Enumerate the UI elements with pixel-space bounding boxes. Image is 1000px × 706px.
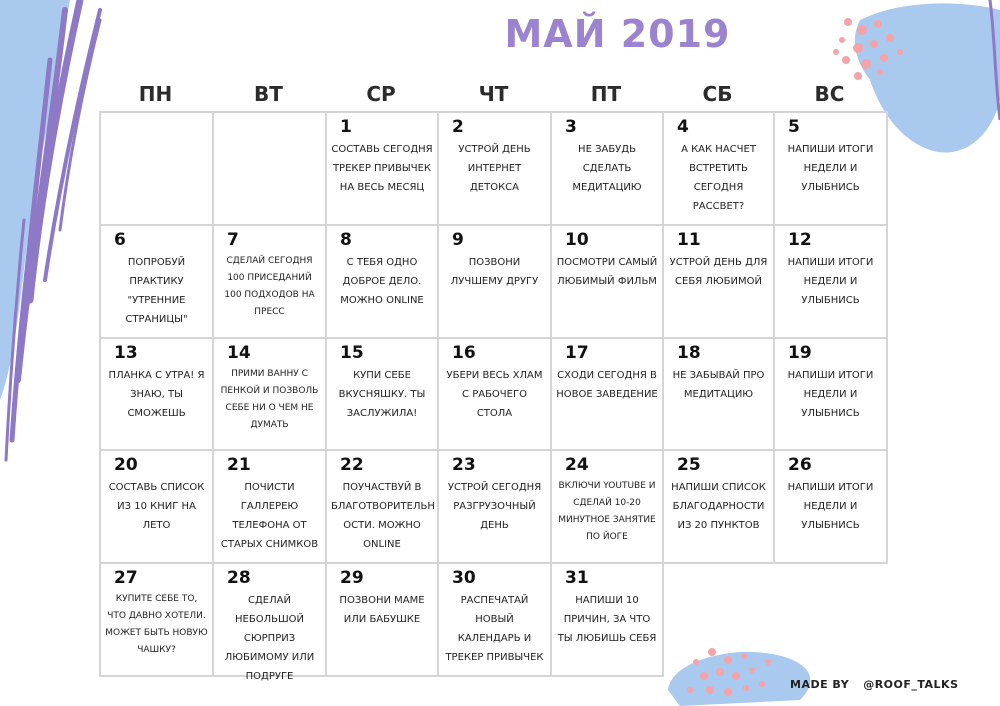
day-number: 18 bbox=[677, 343, 701, 363]
day-task-text: СОСТАВЬ СЕГОДНЯ ТРЕКЕР ПРИВЫЧЕК НА ВЕСЬ МЕСЯЦ bbox=[331, 144, 433, 193]
day-number: 22 bbox=[340, 455, 364, 475]
weekday-label: ЧТ bbox=[478, 82, 509, 106]
credit-line bbox=[790, 678, 959, 691]
day-number: 2 bbox=[452, 117, 464, 137]
day-cell bbox=[773, 224, 888, 339]
day-number: 11 bbox=[677, 230, 701, 250]
day-task-text: А КАК НАСЧЕТ ВСТРЕТИТЬ СЕГОДНЯ РАССВЕТ? bbox=[681, 144, 756, 212]
day-task-text: ПОЧИСТИ ГАЛЛЕРЕЮ ТЕЛЕФОНА ОТ СТАРЫХ СНИМКОВ bbox=[220, 482, 319, 550]
day-number: 13 bbox=[114, 343, 138, 363]
day-number: 1 bbox=[340, 117, 352, 137]
day-number: 29 bbox=[340, 568, 364, 588]
day-task-text: НАПИШИ 10 ПРИЧИН, ЗА ЧТО ТЫ ЛЮБИШЬ СЕБЯ bbox=[557, 595, 657, 644]
day-task-text: СХОДИ СЕГОДНЯ В НОВОЕ ЗАВЕДЕНИЕ bbox=[556, 370, 658, 400]
day-cell bbox=[550, 111, 664, 226]
day-task-text: СДЕЛАЙ СЕГОДНЯ 100 ПРИСЕДАНИЙ 100 ПОДХОДОВ НА ПРЕСС bbox=[224, 256, 315, 317]
day-cell bbox=[437, 337, 552, 452]
day-cell bbox=[325, 337, 439, 452]
day-task-text: РАСПЕЧАТАЙ НОВЫЙ КАЛЕНДАРЬ И ТРЕКЕР ПРИВЫЧЕК bbox=[445, 595, 544, 663]
day-number: 28 bbox=[227, 568, 251, 588]
day-number: 4 bbox=[677, 117, 689, 137]
day-cell bbox=[212, 449, 327, 564]
day-cell bbox=[773, 449, 888, 564]
day-number: 31 bbox=[565, 568, 589, 588]
day-cell bbox=[212, 337, 327, 452]
day-task-text: УСТРОЙ ДЕНЬ ДЛЯ СЕБЯ ЛЮБИМОЙ bbox=[669, 257, 768, 287]
day-number: 6 bbox=[114, 230, 126, 250]
day-task-text: НАПИШИ ИТОГИ НЕДЕЛИ И УЛЫБНИСЬ bbox=[787, 144, 874, 193]
day-number: 24 bbox=[565, 455, 589, 475]
day-cell bbox=[662, 224, 775, 339]
day-task-text: КУПИ СЕБЕ ВКУСНЯШКУ. ТЫ ЗАСЛУЖИЛА! bbox=[338, 370, 426, 419]
day-number: 3 bbox=[565, 117, 577, 137]
day-task-text: УСТРОЙ ДЕНЬ ИНТЕРНЕТ ДЕТОКСА bbox=[458, 144, 531, 193]
day-cell bbox=[437, 562, 552, 677]
made-by-label: MADE BY bbox=[790, 678, 850, 691]
day-cell bbox=[325, 562, 439, 677]
day-cell bbox=[662, 111, 775, 226]
day-number: 30 bbox=[452, 568, 476, 588]
day-cell bbox=[437, 111, 552, 226]
day-number: 8 bbox=[340, 230, 352, 250]
day-number: 14 bbox=[227, 343, 251, 363]
day-number: 23 bbox=[452, 455, 476, 475]
day-task-text: НАПИШИ ИТОГИ НЕДЕЛИ И УЛЫБНИСЬ bbox=[787, 482, 874, 531]
day-task-text: УСТРОЙ СЕГОДНЯ РАЗГРУЗОЧНЫЙ ДЕНЬ bbox=[447, 482, 542, 531]
day-task-text: ПОПРОБУЙ ПРАКТИКУ "УТРЕННИЕ СТРАНИЦЫ" bbox=[125, 257, 188, 325]
day-task-text: ПОЗВОНИ МАМЕ ИЛИ БАБУШКЕ bbox=[339, 595, 425, 625]
day-number: 25 bbox=[677, 455, 701, 475]
day-cell bbox=[325, 111, 439, 226]
author-handle: @ROOF_TALKS bbox=[863, 678, 959, 691]
day-cell bbox=[99, 337, 214, 452]
day-cell bbox=[550, 449, 664, 564]
day-cell bbox=[662, 449, 775, 564]
day-task-text: ПОЗВОНИ ЛУЧШЕМУ ДРУГУ bbox=[450, 257, 539, 287]
day-task-text: УБЕРИ ВЕСЬ ХЛАМ С РАБОЧЕГО СТОЛА bbox=[446, 370, 543, 419]
day-task-text: ПРИМИ ВАННУ С ПЕНКОЙ И ПОЗВОЛЬ СЕБЕ НИ О ЧЕМ НЕ ДУМАТЬ bbox=[220, 369, 319, 430]
day-task-text: ВКЛЮЧИ YOUTUBE И СДЕЛАЙ 10-20 МИНУТНОЕ ЗАНЯТИЕ ПО ЙОГЕ bbox=[558, 481, 656, 542]
day-task-text: НЕ ЗАБУДЬ СДЕЛАТЬ МЕДИТАЦИЮ bbox=[572, 144, 642, 193]
day-task-text: КУПИТЕ СЕБЕ ТО, ЧТО ДАВНО ХОТЕЛИ. МОЖЕТ БЫТЬ НОВУЮ ЧАШКУ? bbox=[105, 594, 208, 655]
day-cell bbox=[773, 111, 888, 226]
day-task-text: НАПИШИ СПИСОК БЛАГОДАРНОСТИ ИЗ 20 ПУНКТОВ bbox=[671, 482, 766, 531]
day-cell bbox=[212, 562, 327, 682]
day-cell bbox=[773, 337, 888, 452]
weekday-label: ВТ bbox=[254, 82, 283, 106]
day-number: 7 bbox=[227, 230, 239, 250]
day-cell bbox=[99, 449, 214, 564]
day-task-text: ПОСМОТРИ САМЫЙ ЛЮБИМЫЙ ФИЛЬМ bbox=[556, 257, 658, 287]
day-cell bbox=[550, 224, 664, 339]
weekday-label: ВС bbox=[814, 82, 845, 106]
day-number: 12 bbox=[788, 230, 812, 250]
weekday-label: СБ bbox=[702, 82, 733, 106]
day-cell bbox=[99, 224, 214, 339]
day-number: 19 bbox=[788, 343, 812, 363]
day-cell bbox=[437, 449, 552, 564]
day-number: 16 bbox=[452, 343, 476, 363]
day-cell bbox=[212, 224, 327, 339]
day-task-text: НАПИШИ ИТОГИ НЕДЕЛИ И УЛЫБНИСЬ bbox=[787, 257, 874, 306]
day-number: 17 bbox=[565, 343, 589, 363]
day-number: 21 bbox=[227, 455, 251, 475]
day-cell bbox=[550, 562, 664, 677]
day-number: 20 bbox=[114, 455, 138, 475]
day-task-text: НЕ ЗАБЫВАЙ ПРО МЕДИТАЦИЮ bbox=[672, 370, 765, 400]
day-cell bbox=[325, 449, 439, 564]
day-task-text: ПЛАНКА С УТРА! Я ЗНАЮ, ТЫ СМОЖЕШЬ bbox=[108, 370, 205, 419]
day-task-text: НАПИШИ ИТОГИ НЕДЕЛИ И УЛЫБНИСЬ bbox=[787, 370, 874, 419]
day-cell bbox=[550, 337, 664, 452]
day-cell bbox=[662, 337, 775, 452]
day-task-text: СДЕЛАЙ НЕБОЛЬШОЙ СЮРПРИЗ ЛЮБИМОМУ ИЛИ ПОДРУГЕ bbox=[224, 595, 315, 682]
empty-day-cell bbox=[212, 111, 327, 226]
empty-day-cell bbox=[99, 111, 214, 226]
day-number: 15 bbox=[340, 343, 364, 363]
day-task-text: СОСТАВЬ СПИСОК ИЗ 10 КНИГ НА ЛЕТО bbox=[108, 482, 205, 531]
weekday-label: ПН bbox=[138, 82, 173, 106]
day-number: 5 bbox=[788, 117, 800, 137]
day-cell bbox=[325, 224, 439, 339]
day-number: 26 bbox=[788, 455, 812, 475]
month-title: МАЙ 2019 bbox=[504, 12, 731, 56]
day-number: 27 bbox=[114, 568, 138, 588]
day-number: 9 bbox=[452, 230, 464, 250]
day-number: 10 bbox=[565, 230, 589, 250]
day-cell bbox=[437, 224, 552, 339]
weekday-label: СР bbox=[366, 82, 396, 106]
day-task-text: С ТЕБЯ ОДНО ДОБРОЕ ДЕЛО. МОЖНО ONLINE bbox=[340, 257, 424, 306]
day-cell bbox=[99, 562, 214, 677]
day-task-text: ПОУЧАСТВУЙ В БЛАГОТВОРИТЕЛЬН ОСТИ. МОЖНО ONLINE bbox=[331, 482, 435, 550]
weekday-label: ПТ bbox=[590, 82, 622, 106]
